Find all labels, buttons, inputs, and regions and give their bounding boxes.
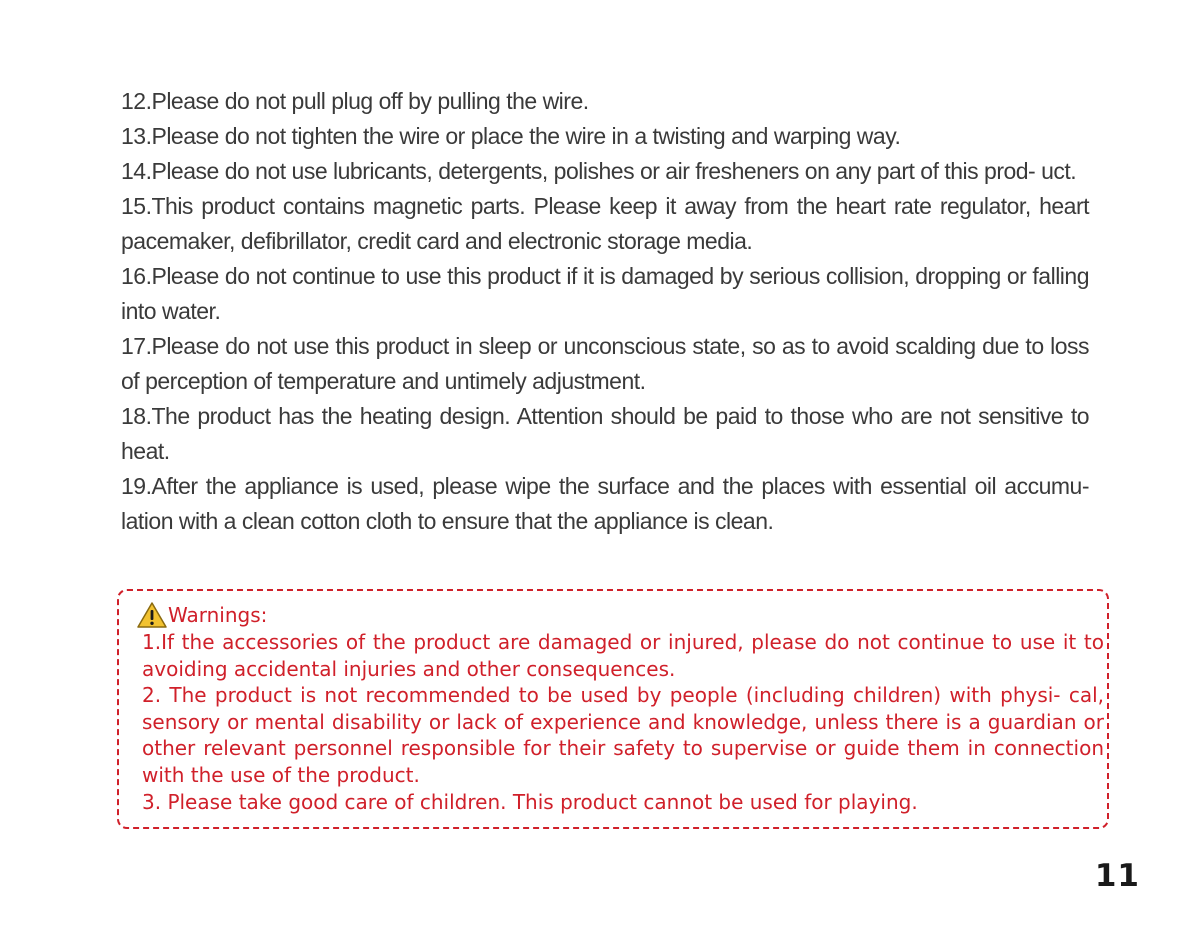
instruction-item-17: 17.Please do not use this product in sleep or unconscious state, so as to avoid scalding due to loss of perception of temperature and untimely adjustment. — [121, 333, 1089, 394]
safety-instructions-list — [121, 84, 1089, 539]
page-number: 11 — [1094, 858, 1140, 894]
warnings-content — [142, 601, 1104, 815]
warning-item-1: 1.If the accessories of the product are damaged or injured, please do not continue to use it to avoiding accidental injuries and other consequences. — [142, 630, 1104, 681]
warning-triangle-icon — [136, 601, 168, 629]
instruction-item-13: 13.Please do not tighten the wire or place the wire in a twisting and warping way. — [121, 123, 901, 149]
instruction-item-15: 15.This product contains magnetic parts. Please keep it away from the heart rate regulator, heart pacemaker, defibrillator, credit card and electronic storage media. — [121, 193, 1089, 254]
warnings-box — [117, 589, 1109, 829]
warnings-heading — [136, 601, 1104, 629]
instruction-item-19: 19.After the appliance is used, please wipe the surface and the places with essential oil accumu- lation with a clean cotton cloth to ensure that the appliance is clean. — [121, 473, 1089, 534]
warnings-heading-label: Warnings: — [168, 602, 268, 627]
instruction-item-18: 18.The product has the heating design. Attention should be paid to those who are not sensitive to heat. — [121, 403, 1089, 464]
warning-item-3: 3. Please take good care of children. This product cannot be used for playing. — [142, 789, 918, 814]
instruction-item-14: 14.Please do not use lubricants, detergents, polishes or air fresheners on any part of this prod- uct. — [121, 158, 1077, 184]
instruction-item-12: 12.Please do not pull plug off by pulling the wire. — [121, 88, 589, 114]
warning-item-2: 2. The product is not recommended to be used by people (including children) with physi- cal, sensory or mental disability or lack of experience and knowledge, unless there is a guardian or other relevant personnel responsible for their safety to supervise or guide them in connection with the use of the product. — [142, 683, 1104, 787]
instruction-item-16: 16.Please do not continue to use this product if it is damaged by serious collision, dropping or falling into water. — [121, 263, 1089, 324]
